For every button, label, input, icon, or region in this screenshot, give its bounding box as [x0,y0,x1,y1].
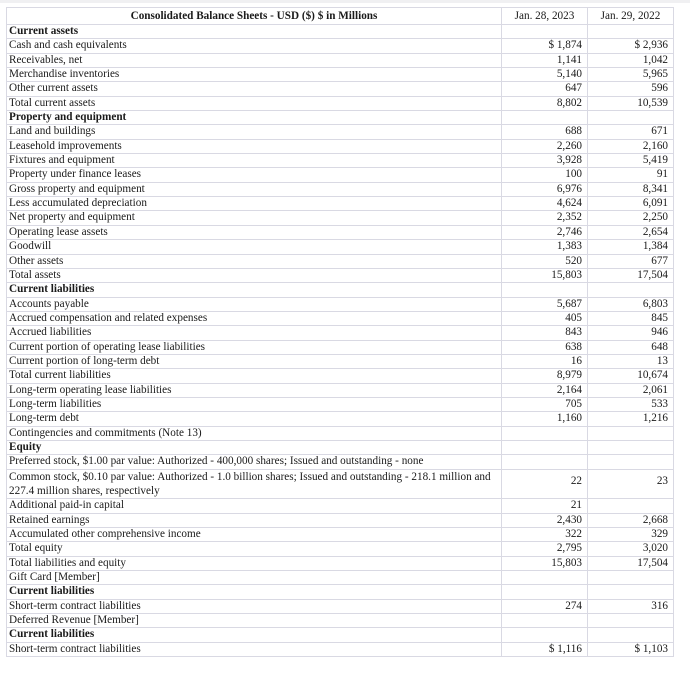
value-jan-28-2023: $ 1,116 [502,642,588,656]
table-row [7,354,674,368]
value-jan-28-2023: 647 [502,82,588,96]
value-jan-29-2022 [588,455,674,469]
table-row [7,412,674,426]
value-jan-29-2022: 2,061 [588,383,674,397]
value-jan-29-2022: 17,504 [588,268,674,282]
value-jan-29-2022: 5,419 [588,154,674,168]
value-jan-29-2022: 648 [588,340,674,354]
table-row [7,39,674,53]
value-jan-28-2023 [502,614,588,628]
value-jan-28-2023: 5,140 [502,68,588,82]
row-label: Gift Card [Member] [7,571,502,585]
row-label: Retained earnings [7,513,502,527]
value-jan-28-2023: $ 1,874 [502,39,588,53]
value-jan-28-2023: 3,928 [502,154,588,168]
value-jan-29-2022 [588,614,674,628]
value-jan-28-2023 [502,426,588,440]
value-jan-29-2022 [588,111,674,125]
header-row [7,8,674,25]
table-row [7,125,674,139]
value-jan-29-2022: 23 [588,469,674,499]
value-jan-29-2022: 2,668 [588,513,674,527]
value-jan-29-2022: 671 [588,125,674,139]
value-jan-29-2022: 5,965 [588,68,674,82]
value-jan-29-2022: 533 [588,397,674,411]
row-label: Operating lease assets [7,225,502,239]
value-jan-28-2023: 1,383 [502,240,588,254]
row-label: Other assets [7,254,502,268]
row-label: Total current assets [7,96,502,110]
value-jan-28-2023 [502,111,588,125]
row-label: Accrued liabilities [7,326,502,340]
table-row [7,197,674,211]
table-row [7,268,674,282]
row-label: Short-term contract liabilities [7,642,502,656]
value-jan-28-2023 [502,585,588,599]
table-row [7,254,674,268]
row-label: Fixtures and equipment [7,154,502,168]
row-label: Short-term contract liabilities [7,599,502,613]
table-row [7,240,674,254]
value-jan-29-2022: 1,384 [588,240,674,254]
row-label: Gross property and equipment [7,182,502,196]
row-label: Common stock, $0.10 par value: Authorized - 1.0 billion shares; Issued and outstanding - 218.1 million and 227.4 million shares, respectively [7,469,502,499]
value-jan-28-2023: 6,976 [502,182,588,196]
value-jan-28-2023: 100 [502,168,588,182]
value-jan-29-2022 [588,571,674,585]
value-jan-29-2022: 845 [588,311,674,325]
row-label: Land and buildings [7,125,502,139]
section-header-row [7,628,674,642]
row-label: Long-term debt [7,412,502,426]
row-label: Contingencies and commitments (Note 13) [7,426,502,440]
table-row [7,513,674,527]
value-jan-28-2023: 22 [502,469,588,499]
value-jan-28-2023: 21 [502,499,588,513]
value-jan-29-2022: 677 [588,254,674,268]
value-jan-28-2023 [502,440,588,454]
row-label: Deferred Revenue [Member] [7,614,502,628]
value-jan-29-2022 [588,25,674,39]
table-row [7,571,674,585]
table-row [7,556,674,570]
value-jan-29-2022: 946 [588,326,674,340]
value-jan-28-2023: 638 [502,340,588,354]
value-jan-28-2023: 1,141 [502,53,588,67]
table-row [7,225,674,239]
top-strip [0,0,690,3]
table-row [7,82,674,96]
table-row [7,311,674,325]
table-row [7,469,674,499]
table-row [7,168,674,182]
row-label: Current liabilities [7,628,502,642]
value-jan-29-2022: $ 2,936 [588,39,674,53]
balance-sheet-table [6,7,674,657]
value-jan-29-2022 [588,283,674,297]
row-label: Goodwill [7,240,502,254]
value-jan-28-2023: 2,260 [502,139,588,153]
table-row [7,383,674,397]
table-row [7,211,674,225]
value-jan-29-2022: 2,250 [588,211,674,225]
value-jan-29-2022: 329 [588,528,674,542]
table-row [7,139,674,153]
value-jan-28-2023: 8,802 [502,96,588,110]
row-label: Preferred stock, $1.00 par value: Authorized - 400,000 shares; Issued and outstanding - none [7,455,502,469]
table-row [7,369,674,383]
table-row [7,542,674,556]
table-row [7,528,674,542]
value-jan-29-2022: 10,539 [588,96,674,110]
row-label: Accounts payable [7,297,502,311]
value-jan-29-2022 [588,426,674,440]
row-label: Current portion of long-term debt [7,354,502,368]
row-label: Total assets [7,268,502,282]
value-jan-29-2022: 3,020 [588,542,674,556]
value-jan-29-2022: 2,654 [588,225,674,239]
row-label: Total liabilities and equity [7,556,502,570]
table-title: Consolidated Balance Sheets - USD ($) $ in Millions [7,8,502,25]
table-row [7,182,674,196]
value-jan-28-2023: 1,160 [502,412,588,426]
value-jan-28-2023: 2,430 [502,513,588,527]
table-row [7,599,674,613]
value-jan-28-2023: 705 [502,397,588,411]
value-jan-28-2023: 405 [502,311,588,325]
value-jan-29-2022: 8,341 [588,182,674,196]
value-jan-28-2023: 2,352 [502,211,588,225]
value-jan-28-2023: 2,795 [502,542,588,556]
row-label: Current assets [7,25,502,39]
row-label: Additional paid-in capital [7,499,502,513]
value-jan-29-2022: 91 [588,168,674,182]
row-label: Property under finance leases [7,168,502,182]
column-header-2023: Jan. 28, 2023 [502,8,588,25]
table-row [7,297,674,311]
value-jan-28-2023: 322 [502,528,588,542]
value-jan-29-2022: 316 [588,599,674,613]
row-label: Equity [7,440,502,454]
value-jan-29-2022: 17,504 [588,556,674,570]
value-jan-28-2023: 843 [502,326,588,340]
value-jan-28-2023 [502,455,588,469]
table-row [7,154,674,168]
value-jan-29-2022: 13 [588,354,674,368]
value-jan-29-2022: 1,216 [588,412,674,426]
row-label: Net property and equipment [7,211,502,225]
value-jan-29-2022: 2,160 [588,139,674,153]
table-row [7,340,674,354]
section-header-row [7,283,674,297]
row-label: Total current liabilities [7,369,502,383]
section-header-row [7,111,674,125]
value-jan-29-2022: 10,674 [588,369,674,383]
table-row [7,499,674,513]
value-jan-28-2023: 5,687 [502,297,588,311]
row-label: Accumulated other comprehensive income [7,528,502,542]
value-jan-28-2023: 688 [502,125,588,139]
value-jan-29-2022: $ 1,103 [588,642,674,656]
row-label: Long-term liabilities [7,397,502,411]
table-row [7,642,674,656]
value-jan-28-2023: 2,164 [502,383,588,397]
value-jan-28-2023 [502,571,588,585]
row-label: Receivables, net [7,53,502,67]
value-jan-28-2023: 4,624 [502,197,588,211]
row-label: Other current assets [7,82,502,96]
table-row [7,68,674,82]
row-label: Current liabilities [7,585,502,599]
value-jan-29-2022: 6,091 [588,197,674,211]
value-jan-28-2023: 2,746 [502,225,588,239]
value-jan-29-2022 [588,585,674,599]
table-row [7,614,674,628]
value-jan-28-2023 [502,25,588,39]
row-label: Long-term operating lease liabilities [7,383,502,397]
section-header-row [7,25,674,39]
row-label: Cash and cash equivalents [7,39,502,53]
table-row [7,455,674,469]
value-jan-29-2022: 6,803 [588,297,674,311]
value-jan-28-2023: 8,979 [502,369,588,383]
table-row [7,96,674,110]
value-jan-28-2023: 274 [502,599,588,613]
row-label: Total equity [7,542,502,556]
value-jan-29-2022: 596 [588,82,674,96]
row-label: Merchandise inventories [7,68,502,82]
row-label: Current portion of operating lease liabilities [7,340,502,354]
row-label: Less accumulated depreciation [7,197,502,211]
value-jan-29-2022 [588,628,674,642]
row-label: Current liabilities [7,283,502,297]
column-header-2022: Jan. 29, 2022 [588,8,674,25]
value-jan-28-2023: 520 [502,254,588,268]
value-jan-29-2022 [588,499,674,513]
value-jan-29-2022: 1,042 [588,53,674,67]
value-jan-28-2023: 15,803 [502,268,588,282]
table-row [7,426,674,440]
row-label: Leasehold improvements [7,139,502,153]
table-row [7,326,674,340]
value-jan-29-2022 [588,440,674,454]
value-jan-28-2023: 15,803 [502,556,588,570]
table-row [7,53,674,67]
value-jan-28-2023 [502,283,588,297]
value-jan-28-2023: 16 [502,354,588,368]
row-label: Accrued compensation and related expenses [7,311,502,325]
section-header-row [7,585,674,599]
row-label: Property and equipment [7,111,502,125]
table-row [7,397,674,411]
section-header-row [7,440,674,454]
value-jan-28-2023 [502,628,588,642]
